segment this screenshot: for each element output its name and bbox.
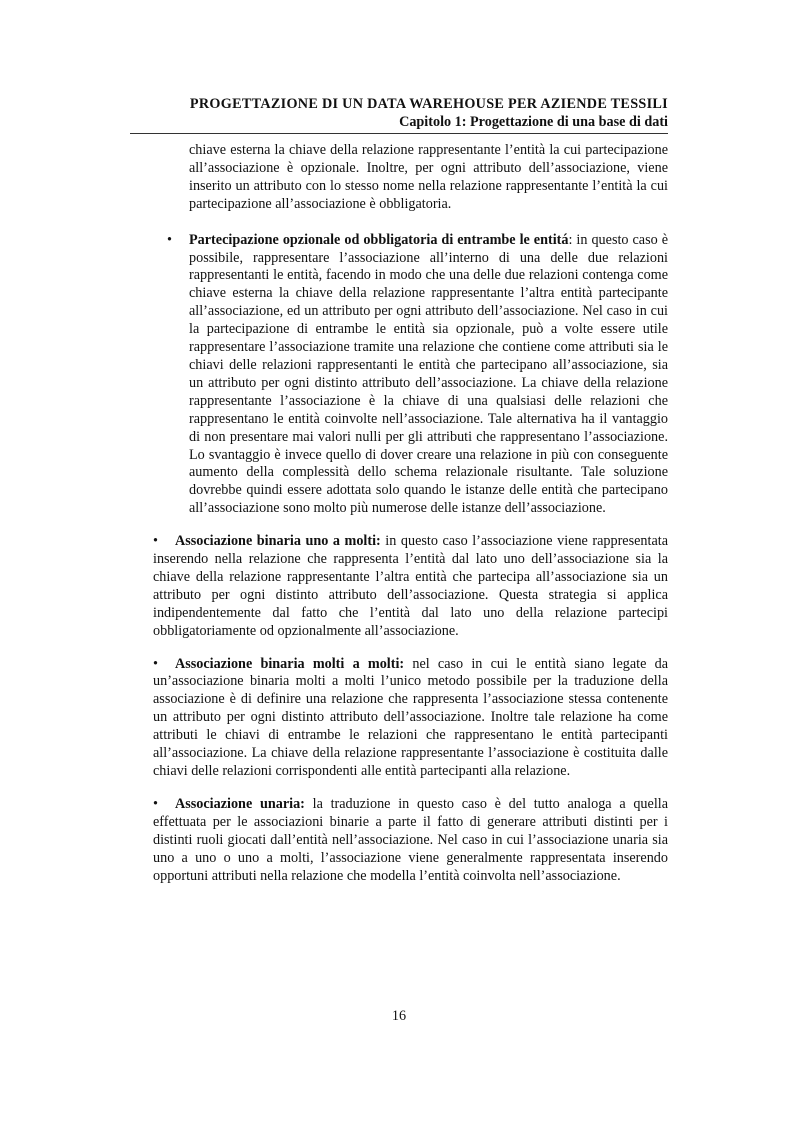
header-divider: [130, 133, 668, 134]
bullet-icon: •: [153, 795, 158, 812]
nested-item-text: : in questo caso è possibile, rappresentare l’associazione all’interno di una delle due relazioni rappresentanti le entità, facendo in modo che una delle due relazioni contenga come chiave esterna la chiave della relazione rappresentante l’altra entità partecipante all’associazione, ed un attributo per ogni attributo dell’associazione. Nel caso in cui la partecipazione di entrambe le entità sia opzionale, può a volte essere utile rappresentare l’associazione tramite una relazione che contiene come attributi sia le chiavi delle relazioni rappresentanti le entità che partecipano all’associazione, sia un attributo per ogni distinto attributo dell’associazione. La chiave della relazione rappresentante l’associazione è la chiave di una qualsiasi delle relazioni che rappresentano le entità coinvolte nell’associazione. Tale alternativa ha il vantaggio di non presentare mai valori nulli per gli attributi che rappresentano l’associazione. Lo svantaggio è invece quello di dover creare una relazione in più con conseguente aumento della complessità dello schema relazionale risultante. Tale soluzione dovrebbe quindi essere adottata solo quando le istanze delle entità che partecipano all’associazione sono molto più numerose delle istanze dell’associazione.: [189, 231, 668, 517]
list-item-term: Associazione binaria uno a molti:: [175, 533, 381, 550]
list-item-text: nel caso in cui le entità siano legate da un’associazione binaria molti a molti l’unico metodo possibile per la traduzione della associazione è di definire una relazione che rappresenta l’associazione stessa contenente un attributo per ogni distinto attributo dell’associazione. Inoltre tale relazione ha come attributi le chiavi di entrambe le relazioni che rappresentano le entità partecipanti all’associazione. La chiave della relazione rappresentante l’associazione è costituita dalle chiavi delle relazioni corrispondenti alle entità partecipanti alla relazione.: [153, 655, 668, 779]
nested-item-term: Partecipazione opzionale od obbligatoria di entrambe le entitá: [189, 231, 569, 248]
list-item: [153, 796, 668, 886]
document-title: PROGETTAZIONE DI UN DATA WAREHOUSE PER AZIENDE TESSILI: [189, 96, 668, 112]
list-item-text: in questo caso l’associazione viene rappresentata inserendo nella relazione che rappresenta l’entità dal lato uno dell’associazione sia la chiave della relazione rappresentante l’altra entità che partecipa all’associazione sia un attributo per ogni distinto attributo dell’associazione. Questa strategia si applica indipendentemente dal fatto che l’entità dal lato uno della relazione partecipi obbligatoriamente od opzionalmente all’associazione.: [153, 533, 668, 639]
page-header: [130, 95, 668, 131]
chapter-title: Capitolo 1: Progettazione di una base di dati: [399, 114, 668, 130]
bullet-icon: •: [167, 231, 172, 248]
list-item-paragraph: [153, 796, 668, 886]
list-item-paragraph: [153, 533, 668, 640]
list-item-term: Associazione binaria molti a molti:: [175, 655, 405, 672]
intro-continuation: chiave esterna la chiave della relazione rappresentante l’entità la cui partecipazione all’associazione è opzionale. Inoltre, per ogni attributo dell’associazione, viene inserito un attributo con lo stesso nome nella relazione rappresentante l’entità la cui partecipazione all’associazione è obbligatoria.: [189, 142, 668, 212]
list-item-term: Associazione unaria:: [175, 795, 305, 812]
nested-item-paragraph: [189, 232, 668, 519]
list-item-paragraph: [153, 656, 668, 781]
list-item: [153, 656, 668, 781]
bullet-icon: •: [153, 655, 158, 672]
list-item-text: la traduzione in questo caso è del tutto analoga a quella effettuata per le associazioni binarie a parte il fatto di generare attributi distinti per i distinti ruoli giocati dall’entità nell’associazione. Nel caso in cui l’associazione unaria sia uno a uno o uno a molti, l’associazione viene generalmente rappresentata inserendo opportuni attributi nella relazione che modella l’entità coinvolta nell’associazione.: [153, 795, 669, 884]
list-item: [153, 533, 668, 640]
body-text: [153, 142, 668, 885]
page-number: 16: [391, 1008, 407, 1024]
nested-list-item: [167, 231, 668, 519]
bullet-icon: •: [153, 533, 158, 550]
